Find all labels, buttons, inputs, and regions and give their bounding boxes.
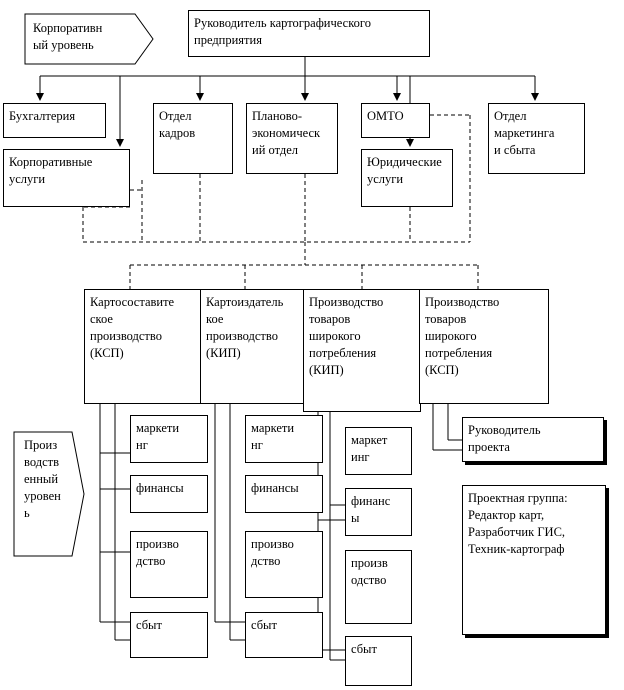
consumer-goods-kip-box: Производство товаров широкого потребления (КИП) bbox=[303, 289, 421, 412]
col2-finance-box: финансы bbox=[245, 475, 323, 513]
col1-production-box: произво дство bbox=[130, 531, 208, 598]
col1-finance-box: финансы bbox=[130, 475, 208, 513]
hr-box: Отдел кадров bbox=[153, 103, 233, 174]
production-level-label: Произ водств енный уровен ь bbox=[24, 438, 61, 520]
planning-box: Планово- экономическ ий отдел bbox=[246, 103, 338, 174]
accounting-box: Бухгалтерия bbox=[3, 103, 106, 138]
col3-production-box: произв одство bbox=[345, 550, 412, 624]
col3-finance-box: финанс ы bbox=[345, 488, 412, 536]
corporate-level-label: Корпоративн ый уровень bbox=[33, 21, 103, 52]
col1-sales-box: сбыт bbox=[130, 612, 208, 658]
production-ksp-box: Картосоставите ское производство (КСП) bbox=[84, 289, 205, 404]
col3-marketing-box: маркет инг bbox=[345, 427, 412, 475]
col1-marketing-box: маркети нг bbox=[130, 415, 208, 463]
corporate-services-box: Корпоративные услуги bbox=[3, 149, 130, 207]
consumer-goods-ksp-box: Производство товаров широкого потребления (КСП) bbox=[419, 289, 549, 404]
omto-box: ОМТО bbox=[361, 103, 430, 138]
head-box: Руководитель картографического предприятия bbox=[188, 10, 430, 57]
col2-marketing-box: маркети нг bbox=[245, 415, 323, 463]
col2-sales-box: сбыт bbox=[245, 612, 323, 658]
col2-production-box: произво дство bbox=[245, 531, 323, 598]
marketing-dept-box: Отдел маркетинга и сбыта bbox=[488, 103, 585, 174]
project-group-box: Проектная группа: Редактор карт, Разработчик ГИС, Техник-картограф bbox=[462, 485, 606, 635]
project-manager-box: Руководитель проекта bbox=[462, 417, 604, 462]
production-kip-box: Картоиздатель кое производство (КИП) bbox=[200, 289, 316, 404]
col3-sales-box: сбыт bbox=[345, 636, 412, 686]
legal-box: Юридические услуги bbox=[361, 149, 453, 207]
